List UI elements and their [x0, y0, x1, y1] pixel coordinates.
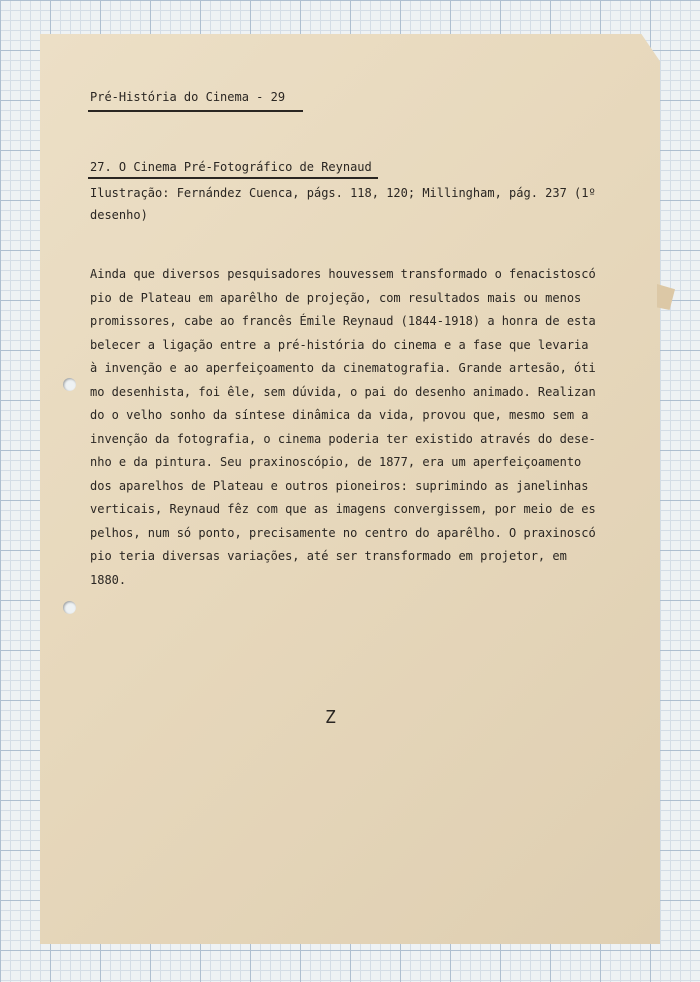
body-line: promissores, cabe ao francês Émile Reynaud (1844-1918) a honra de esta: [90, 314, 596, 328]
illustration-reference: [90, 182, 596, 226]
section-title: 27. O Cinema Pré-Fotográfico de Reynaud: [90, 160, 372, 174]
section-title-underline: [88, 177, 378, 179]
body-line: pio de Plateau em aparêlho de projeção, com resultados mais ou menos: [90, 290, 582, 305]
illustration-line: Ilustração: Fernández Cuenca, págs. 118, 120; Millingham, pág. 237 (1º: [90, 186, 596, 200]
punch-hole-top: [63, 378, 76, 391]
body-line: à invenção e ao aperfeiçoamento da cinematografia. Grande artesão, óti: [90, 361, 596, 375]
body-line: 1880.: [90, 572, 127, 587]
body-line: do o velho sonho da síntese dinâmica da vida, provou que, mesmo sem a: [90, 408, 589, 422]
body-line: verticais, Reynaud fêz com que as imagens convergissem, por meio de es: [90, 502, 596, 516]
end-mark: Z: [325, 707, 336, 728]
body-line: invenção da fotografia, o cinema poderia ter existido através do dese-: [90, 431, 596, 446]
body-line: nho e da pintura. Seu praxinoscópio, de 1877, era um aperfeiçoamento: [90, 455, 582, 469]
body-line: Ainda que diversos pesquisadores houvessem transformado o fenacistoscó: [90, 267, 596, 281]
illustration-line: desenho): [90, 208, 148, 222]
page-header: Pré-História do Cinema - 29: [90, 90, 286, 104]
body-paragraph: [90, 263, 596, 592]
body-line: pio teria diversas variações, até ser transformado em projetor, em: [90, 549, 567, 563]
body-line: pelhos, num só ponto, precisamente no centro do aparêlho. O praxinoscó: [90, 525, 596, 540]
body-line: dos aparelhos de Plateau e outros pioneiros: suprimindo as janelinhas: [90, 478, 589, 493]
torn-paper-edge: [657, 284, 675, 310]
body-line: mo desenhista, foi êle, sem dúvida, o pai do desenho animado. Realizan: [90, 384, 596, 399]
punch-hole-bottom: [63, 601, 76, 614]
header-underline: [88, 110, 303, 112]
body-line: belecer a ligação entre a pré-história do cinema e a fase que levaria: [90, 337, 589, 352]
